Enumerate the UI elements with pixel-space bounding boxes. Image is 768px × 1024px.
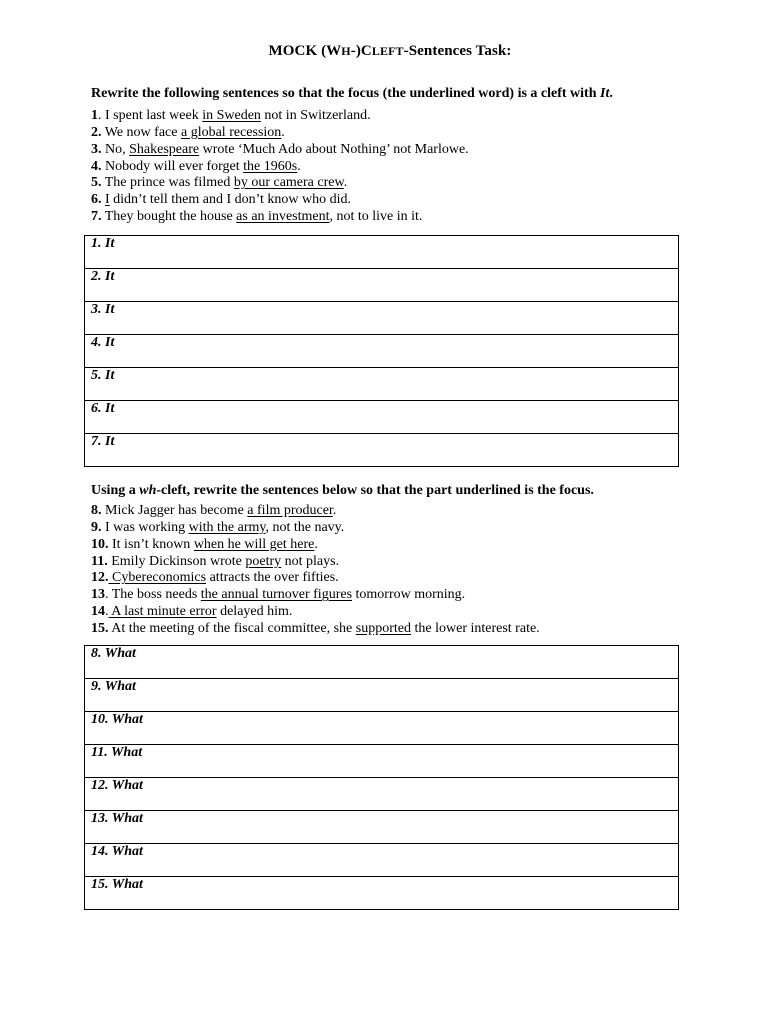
- answer-field[interactable]: [85, 844, 679, 877]
- sentence-item: [91, 520, 540, 537]
- sentence-text: I was working: [105, 519, 189, 535]
- sentence-number: 10.: [91, 536, 109, 552]
- sentence-text: At the meeting of the fiscal committee, she: [111, 620, 356, 636]
- sentence-text: the lower interest rate.: [411, 620, 540, 636]
- underlined-focus: with the army: [188, 519, 266, 535]
- instruction-text: Rewrite the following sentences so that the focus (the underlined word) is a cleft with: [91, 86, 600, 101]
- underlined-focus: the annual turnover figures: [200, 587, 353, 603]
- instruction-text: -cleft, rewrite the sentences below so that the part underlined is the focus.: [156, 483, 594, 498]
- title-part: -)C: [350, 43, 372, 59]
- answer-field[interactable]: [85, 646, 679, 679]
- sentence-text: It isn’t known: [112, 536, 194, 552]
- answer-prompt: 4. It: [91, 335, 115, 350]
- sentence-text: Nobody will ever forget: [105, 158, 244, 174]
- sentence-text: The prince was filmed: [104, 175, 234, 191]
- underlined-focus: when he will get here: [193, 536, 315, 552]
- answer-prompt: 3. It: [91, 302, 115, 317]
- answer-prompt: 10. What: [91, 712, 143, 727]
- title-part: LEFT: [371, 44, 404, 58]
- answer-row-it: [85, 434, 679, 467]
- answer-prompt: 14. What: [91, 844, 143, 859]
- sentence-separator: .: [105, 587, 112, 603]
- sentence-item: [91, 537, 540, 554]
- sentence-text: They bought the house: [104, 209, 237, 225]
- underlined-focus: Shakespeare: [129, 141, 200, 157]
- answer-row-what: [85, 646, 679, 679]
- underlined-focus: A last minute error: [108, 604, 217, 620]
- instruction-emphasis: It: [600, 86, 610, 101]
- answer-row-it: [85, 401, 679, 434]
- underlined-focus: by our camera crew: [233, 175, 344, 191]
- sentence-text: The boss needs: [111, 587, 201, 603]
- sentence-number: 15.: [91, 620, 109, 636]
- section2-sentence-list: [91, 503, 540, 638]
- section1-instruction: [91, 86, 613, 102]
- sentence-text: attracts the over fifties.: [206, 570, 339, 586]
- sentence-number: 3.: [91, 141, 102, 157]
- sentence-item: [91, 604, 540, 621]
- sentence-text: .: [314, 536, 318, 552]
- answer-row-it: [85, 302, 679, 335]
- section1-answer-table: [84, 235, 679, 467]
- sentence-item: [91, 192, 469, 209]
- sentence-number: 2.: [91, 124, 102, 140]
- answer-row-what: [85, 679, 679, 712]
- underlined-focus: as an investment: [236, 209, 330, 225]
- sentence-number: 12.: [91, 570, 109, 586]
- sentence-item: [91, 621, 540, 638]
- title-part: H: [341, 44, 351, 58]
- answer-field[interactable]: [85, 236, 679, 269]
- answer-row-what: [85, 712, 679, 745]
- answer-field[interactable]: [85, 811, 679, 844]
- sentence-text: tomorrow morning.: [352, 587, 466, 603]
- sentence-number: 5.: [91, 175, 102, 191]
- sentence-separator: .: [105, 604, 109, 620]
- answer-prompt: 8. What: [91, 646, 136, 661]
- sentence-text: Mick Jagger has become: [105, 503, 248, 518]
- section2-instruction: [91, 483, 594, 499]
- sentence-number: 4.: [91, 158, 102, 174]
- sentence-number: 6.: [91, 192, 102, 208]
- sentence-text: didn’t tell them and I don’t know who did.: [109, 192, 352, 208]
- sentence-item: [91, 142, 469, 159]
- page-title: [0, 43, 768, 60]
- answer-field[interactable]: [85, 679, 679, 712]
- underlined-focus: in Sweden: [202, 108, 261, 123]
- answer-row-what: [85, 877, 679, 910]
- sentence-text: .: [281, 124, 285, 140]
- answer-prompt: 5. It: [91, 368, 115, 383]
- sentence-separator: .: [98, 108, 105, 123]
- answer-row-what: [85, 844, 679, 877]
- sentence-item: [91, 587, 540, 604]
- sentence-text: .: [332, 503, 337, 518]
- answer-row-it: [85, 335, 679, 368]
- sentence-text: not in Switzerland.: [260, 108, 371, 123]
- answer-field[interactable]: [85, 401, 679, 434]
- sentence-item: [91, 159, 469, 176]
- answer-field[interactable]: [85, 302, 679, 335]
- underlined-focus: a global recession: [180, 124, 282, 140]
- underlined-focus: Cybereconomics: [108, 570, 207, 586]
- sentence-text: No,: [105, 141, 130, 157]
- answer-row-what: [85, 745, 679, 778]
- sentence-number: 8.: [91, 503, 102, 518]
- sentence-number: 7.: [91, 209, 102, 225]
- sentence-item: [91, 125, 469, 142]
- instruction-emphasis: wh: [139, 483, 157, 498]
- sentence-number: 1: [91, 108, 98, 123]
- underlined-focus: a film producer: [247, 503, 333, 518]
- answer-field[interactable]: [85, 745, 679, 778]
- section1-sentence-list: [91, 108, 469, 226]
- answer-prompt: 6. It: [91, 401, 115, 416]
- underlined-focus: poetry: [245, 553, 282, 569]
- sentence-text: I spent last week: [105, 108, 203, 123]
- sentence-number: 9.: [91, 519, 102, 535]
- sentence-text: , not to live in it.: [329, 209, 423, 225]
- answer-row-what: [85, 811, 679, 844]
- instruction-text: .: [609, 86, 613, 101]
- answer-prompt: 11. What: [91, 745, 143, 760]
- answer-field[interactable]: [85, 434, 679, 467]
- answer-prompt: 13. What: [91, 811, 143, 826]
- underlined-focus: I: [105, 192, 110, 208]
- answer-prompt: 15. What: [91, 877, 143, 892]
- sentence-item: [91, 503, 540, 520]
- answer-field[interactable]: [85, 877, 679, 910]
- underlined-focus: supported: [355, 620, 411, 636]
- title-part: -Sentences Task:: [403, 43, 512, 59]
- answer-field[interactable]: [85, 269, 679, 302]
- sentence-item: [91, 554, 540, 571]
- answer-field[interactable]: [85, 712, 679, 745]
- sentence-text: wrote ‘Much Ado about Nothing’ not Marlowe.: [199, 141, 469, 157]
- answer-field[interactable]: [85, 368, 679, 401]
- sentence-item: [91, 108, 469, 125]
- sentence-text: .: [297, 158, 301, 174]
- answer-row-what: [85, 778, 679, 811]
- answer-field[interactable]: [85, 778, 679, 811]
- sentence-item: [91, 570, 540, 587]
- sentence-text: .: [343, 175, 348, 191]
- sentence-item: [91, 209, 469, 226]
- sentence-text: delayed him.: [216, 604, 293, 620]
- answer-prompt: 9. What: [91, 679, 136, 694]
- instruction-text: Using a: [91, 483, 140, 498]
- answer-prompt: 7. It: [91, 434, 115, 449]
- answer-prompt: 12. What: [91, 778, 143, 793]
- answer-row-it: [85, 236, 679, 269]
- answer-field[interactable]: [85, 335, 679, 368]
- sentence-number: 13: [91, 587, 105, 603]
- answer-row-it: [85, 269, 679, 302]
- sentence-text: We now face: [104, 124, 181, 140]
- sentence-text: not plays.: [281, 553, 340, 569]
- sentence-number: 14: [91, 604, 105, 620]
- sentence-item: [91, 175, 469, 192]
- answer-row-it: [85, 368, 679, 401]
- sentence-number: 11.: [91, 553, 108, 569]
- title-part: MOCK (W: [268, 43, 342, 59]
- answer-prompt: 1. It: [91, 236, 115, 251]
- answer-prompt: 2. It: [91, 269, 115, 284]
- sentence-text: , not the navy.: [265, 519, 345, 535]
- underlined-focus: the 1960s: [243, 158, 298, 174]
- section2-answer-table: [84, 645, 679, 910]
- sentence-text: Emily Dickinson wrote: [111, 553, 246, 569]
